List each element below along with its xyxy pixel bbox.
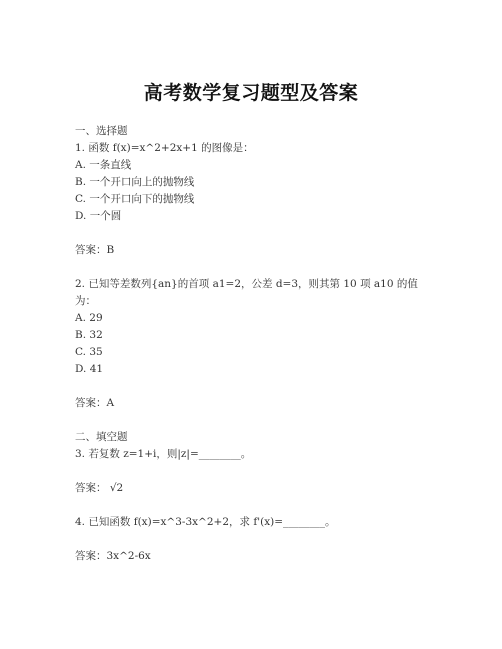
question-1-option-a: A. 一条直线	[75, 159, 132, 171]
question-1-option-b: B. 一个开口向上的抛物线	[75, 176, 195, 188]
section-heading-choice: 一、选择题	[75, 125, 128, 137]
section-heading-fill-blank: 二、填空题	[75, 431, 128, 443]
question-3-stem: 3. 若复数 z=1+i，则|z|=________。	[75, 448, 252, 460]
question-2-option-c: C. 35	[75, 346, 103, 358]
question-1-answer: 答案：B	[75, 244, 115, 256]
question-2-option-d: D. 41	[75, 363, 104, 375]
question-4-stem: 4. 已知函数 f(x)=x^3-3x^2+2，求 f'(x)=________。	[75, 516, 336, 528]
question-4-answer: 答案：3x^2-6x	[75, 550, 151, 562]
question-1-stem: 1. 函数 f(x)=x^2+2x+1 的图像是：	[75, 142, 254, 154]
question-3-answer: 答案： √2	[75, 482, 124, 494]
question-2-stem-line-1: 2. 已知等差数列{an}的首项 a1=2，公差 d=3，则其第 10 项 a10 的值	[75, 278, 418, 290]
question-1-option-c: C. 一个开口向下的抛物线	[75, 193, 195, 205]
question-2-answer: 答案：A	[75, 397, 115, 409]
question-2-option-b: B. 32	[75, 329, 103, 341]
question-1-option-d: D. 一个圆	[75, 210, 122, 222]
question-2-option-a: A. 29	[75, 312, 103, 324]
question-2-stem-line-2: 为：	[75, 295, 96, 307]
document-title: 高考数学复习题型及答案	[143, 82, 359, 104]
